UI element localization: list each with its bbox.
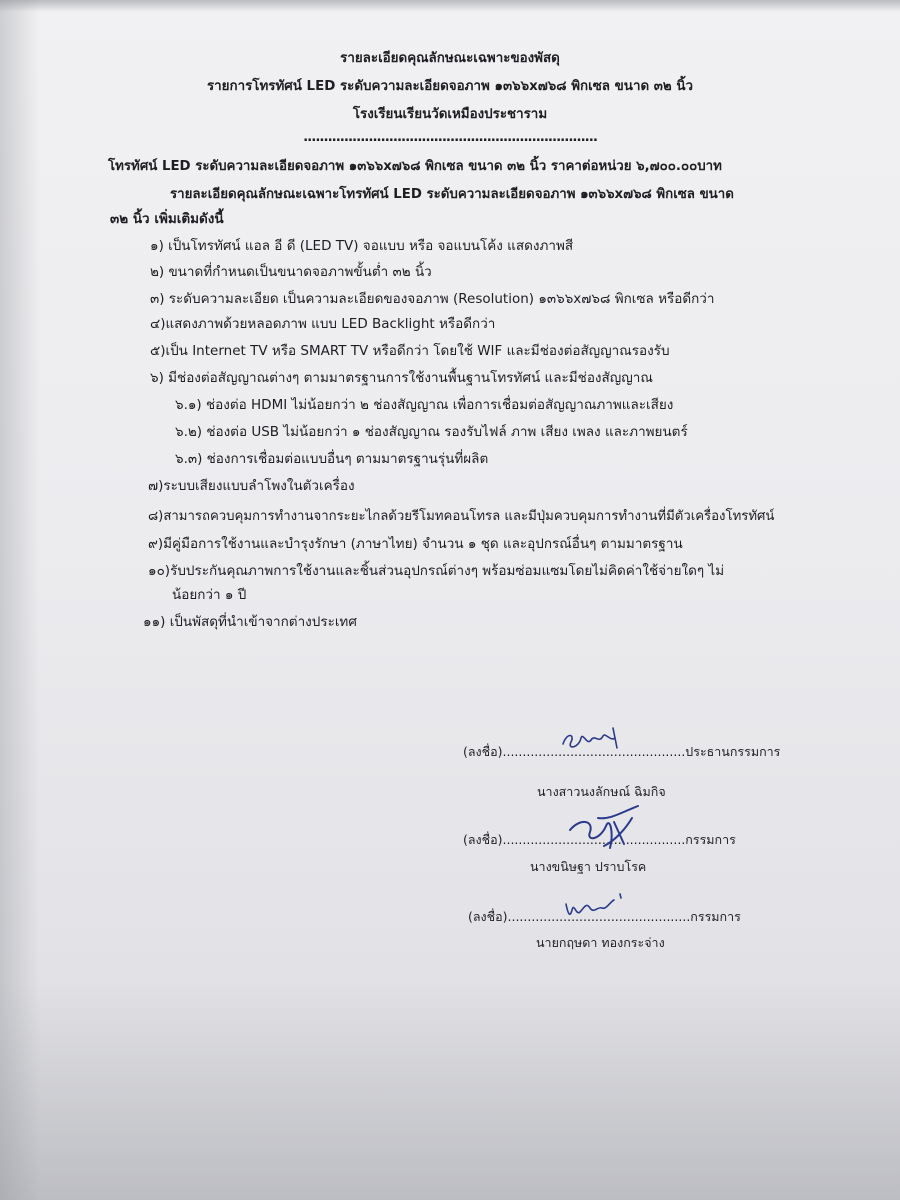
- sign-label: (ลงชื่อ): [463, 744, 503, 759]
- spec-item: ๑) เป็นโทรทัศน์ แอล อี ดี (LED TV) จอแบบ หรือ จอแบนโค้ง แสดงภาพสี: [150, 238, 574, 254]
- signer-role: ประธานกรรมการ: [685, 744, 781, 759]
- sign-label: (ลงชื่อ): [463, 832, 503, 847]
- document-title: รายละเอียดคุณลักษณะเฉพาะของพัสดุ: [340, 51, 560, 66]
- signer-name-3: นายกฤษดา ทองกระจ่าง: [536, 935, 665, 950]
- sign-dots: ..............................................: [502, 744, 686, 759]
- handwritten-signature-1: [555, 722, 625, 756]
- spec-item: ๕)เป็น Internet TV หรือ SMART TV หรือดีกว่า โดยใช้ WIF และมีช่องต่อสัญญาณรองรับ: [150, 343, 670, 359]
- detail-line-2: ๓๒ นิ้ว เพิ่มเติมดังนี้: [110, 211, 224, 227]
- spec-item: ๑๐)รับประกันคุณภาพการใช้งานและชิ้นส่วนอุปกรณ์ต่างๆ พร้อมซ่อมแซมโดยไม่คิดค่าใช้จ่ายใดๆ ไม่: [148, 563, 725, 579]
- page-shadow-bottom: [0, 980, 900, 1200]
- spec-subitem: ๖.๒) ช่องต่อ USB ไม่น้อยกว่า ๑ ช่องสัญญาณ รองรับไฟล์ ภาพ เสียง เพลง และภาพยนตร์: [175, 424, 688, 440]
- spec-item: ๘)สามารถควบคุมการทำงานจากระยะไกลด้วยรีโมทคอนโทรล และมีปุ่มควบคุมการทำงานที่มีตัวเครื่องโทรทัศน์: [148, 509, 775, 524]
- spec-subitem: ๖.๑) ช่องต่อ HDMI ไม่น้อยกว่า ๒ ช่องสัญญาณ เพื่อการเชื่อมต่อสัญญาณภาพและเสียง: [175, 397, 674, 413]
- sign-dots: ..............................................: [502, 832, 686, 847]
- price-line: โทรทัศน์ LED ระดับความละเอียดจอภาพ ๑๓๖๖x๗๖๘ พิกเซล ขนาด ๓๒ นิ้ว ราคาต่อหน่วย ๖,๗๐๐.๐๐บาท: [108, 159, 722, 174]
- handwritten-signature-2: [560, 800, 650, 860]
- header-divider: ........................................................................: [303, 130, 597, 145]
- signer-name-2: นางขนิษฐา ปราบโรค: [530, 859, 647, 874]
- document-subtitle: รายการโทรทัศน์ LED ระดับความละเอียดจอภาพ ๑๓๖๖x๗๖๘ พิกเซล ขนาด ๓๒ นิ้ว: [206, 79, 694, 94]
- spec-item: ๑๑) เป็นพัสดุที่นำเข้าจากต่างประเทศ: [143, 614, 357, 630]
- sign-label: (ลงชื่อ): [468, 909, 508, 924]
- spec-item: ๔)แสดงภาพด้วยหลอดภาพ แบบ LED Backlight หรือดีกว่า: [150, 316, 496, 332]
- spec-item-continued: น้อยกว่า ๑ ปี: [172, 587, 247, 603]
- sign-dots: ..............................................: [507, 909, 691, 924]
- spec-subitem: ๖.๓) ช่องการเชื่อมต่อแบบอื่นๆ ตามมาตรฐานรุ่นที่ผลิต: [175, 451, 489, 467]
- spec-item: ๒) ขนาดที่กำหนดเป็นขนาดจอภาพขั้นต่ำ ๓๒ นิ้ว: [150, 264, 432, 280]
- signer-role: กรรมการ: [690, 909, 741, 924]
- spec-item: ๙)มีคู่มือการใช้งานและบำรุงรักษา (ภาษาไทย) จำนวน ๑ ชุด และอุปกรณ์อื่นๆ ตามมาตรฐาน: [148, 536, 683, 552]
- signer-name-1: นางสาวนงลักษณ์ ฉิมกิจ: [537, 784, 666, 799]
- spec-item: ๖) มีช่องต่อสัญญาณต่างๆ ตามมาตรฐานการใช้งานพื้นฐานโทรทัศน์ และมีช่องสัญญาณ: [150, 370, 653, 386]
- school-name: โรงเรียนเรียนวัดเหมืองประชาราม: [352, 107, 548, 122]
- page-shadow-top: [0, 0, 900, 12]
- spec-item: ๗)ระบบเสียงแบบลำโพงในตัวเครื่อง: [148, 478, 355, 494]
- spec-item: ๓) ระดับความละเอียด เป็นความละเอียดของจอภาพ (Resolution) ๑๓๖๖x๗๖๘ พิกเซล หรือดีกว่า: [150, 291, 715, 307]
- signer-role: กรรมการ: [685, 832, 736, 847]
- detail-line-1: รายละเอียดคุณลักษณะเฉพาะโทรทัศน์ LED ระดับความละเอียดจอภาพ ๑๓๖๖x๗๖๘ พิกเซล ขนาด: [170, 187, 734, 202]
- handwritten-signature-3: [560, 890, 630, 924]
